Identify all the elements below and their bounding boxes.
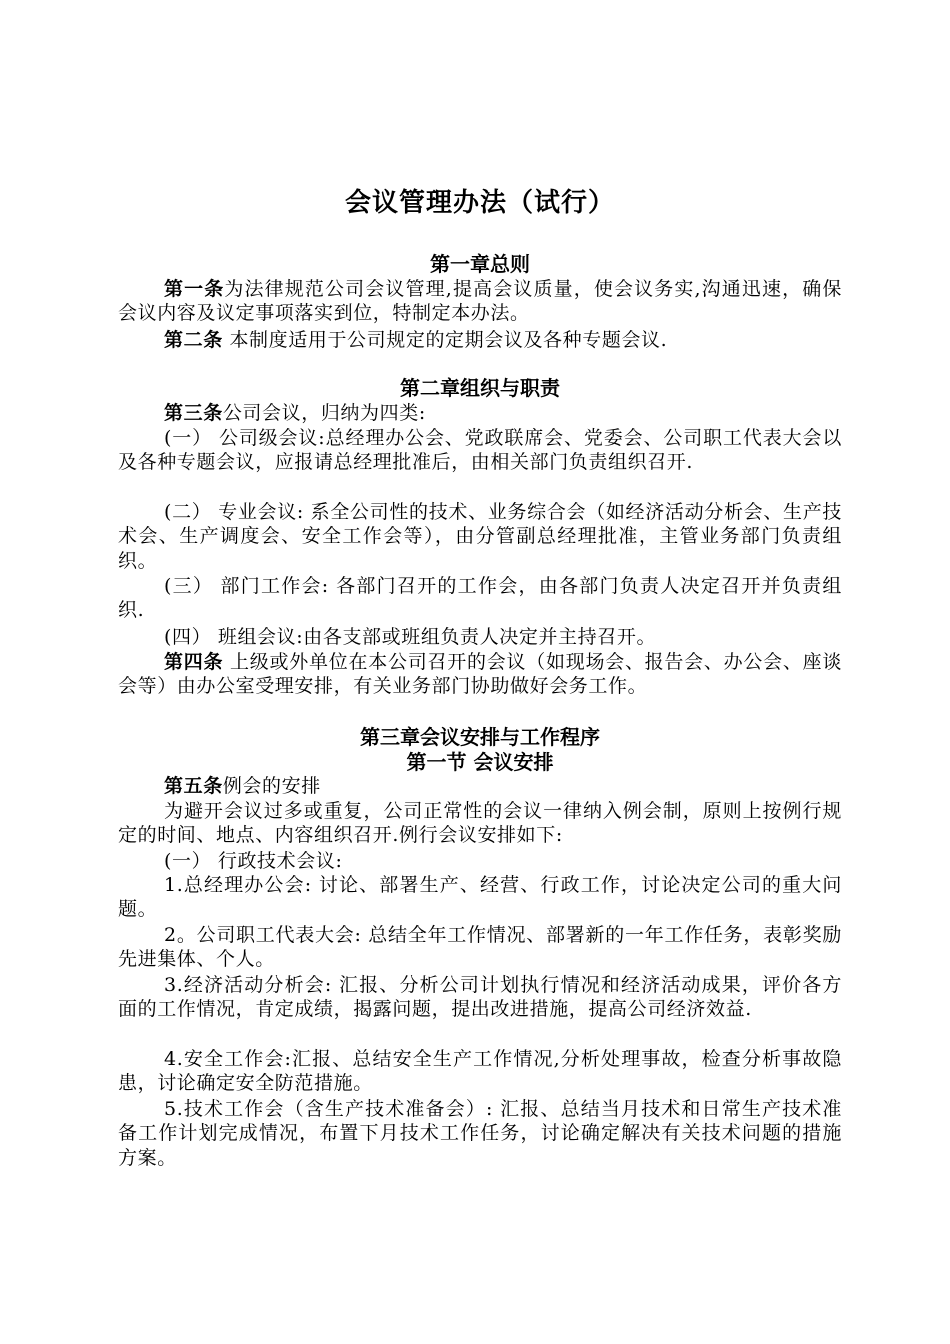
article-4 <box>118 650 842 699</box>
article-5-label: 第五条 <box>164 775 223 797</box>
meeting-item-4: 4.安全工作会:汇报、总结安全生产工作情况,分析处理事故，检查分析事故隐患，讨论确定安全防范措施。 <box>118 1048 842 1095</box>
article-4-label: 第四条 <box>164 651 224 673</box>
article-2-label: 第二条 <box>164 329 223 351</box>
article-5-intro: 为避开会议过多或重复，公司正常性的会议一律纳入例会制，原则上按例行规定的时间、地点、内容组织召开.例行会议安排如下: <box>118 800 842 847</box>
article-3-item-3: (三） 部门工作会: 各部门召开的工作会，由各部门负责人决定召开并负责组织. <box>118 575 842 622</box>
article-1-text: 为法律规范公司会议管理,提高会议质量，使会议务实,沟通迅速，确保会议内容及议定事项落实到位，特制定本办法。 <box>118 278 842 325</box>
article-3-label: 第三条 <box>164 402 223 424</box>
article-5-text: 例会的安排 <box>222 775 321 797</box>
article-3-item-1: (一） 公司级会议:总经理办公会、党政联席会、党委会、公司职工代表大会以及各种专题会议，应报请总经理批准后，由相关部门负责组织召开. <box>118 427 842 474</box>
chapter-3-heading: 第三章会议安排与工作程序 <box>360 725 600 749</box>
meeting-item-3: 3.经济活动分析会: 汇报、分析公司计划执行情况和经济活动成果，评价各方面的工作情况，肯定成绩，揭露问题，提出改进措施，提高公司经济效益. <box>118 974 842 1021</box>
article-5-sub-1: (一） 行政技术会议: <box>164 850 343 872</box>
article-3-item-4: (四） 班组会议:由各支部或班组负责人决定并主持召开。 <box>164 626 657 648</box>
meeting-item-2: 2。公司职工代表大会: 总结全年工作情况、部署新的一年工作任务，表彰奖励先进集体、个人。 <box>118 924 842 971</box>
article-1 <box>118 277 842 326</box>
article-3 <box>118 401 842 425</box>
chapter-1-heading: 第一章总则 <box>430 252 530 276</box>
meeting-item-5: 5.技术工作会（含生产技术准备会）: 汇报、总结当月技术和日常生产技术准备工作计划完成情况，布置下月技术工作任务，讨论确定解决有关技术问题的措施方案。 <box>118 1098 842 1169</box>
meeting-item-1: 1.总经理办公会: 讨论、部署生产、经营、行政工作，讨论决定公司的重大问题。 <box>118 874 842 921</box>
article-5 <box>118 774 842 798</box>
document-title: 会议管理办法（试行） <box>344 188 615 218</box>
article-2-text: 本制度适用于公司规定的定期会议及各种专题会议. <box>222 329 668 351</box>
section-1-heading: 第一节 会议安排 <box>406 750 554 774</box>
article-3-item-2: (二） 专业会议: 系全公司性的技术、业务综合会（如经济活动分析会、生产技术会、生产调度会、安全工作会等），由分管副总经理批准，主管业务部门负责组织。 <box>118 501 842 572</box>
article-3-text: 公司会议，归纳为四类: <box>222 402 426 424</box>
article-4-text: 上级或外单位在本公司召开的会议（如现场会、报告会、办公会、座谈会等）由办公室受理安排，有关业务部门协助做好会务工作。 <box>118 651 842 698</box>
chapter-2-heading: 第二章组织与职责 <box>400 376 560 400</box>
article-1-label: 第一条 <box>164 278 225 300</box>
article-2 <box>118 328 842 352</box>
